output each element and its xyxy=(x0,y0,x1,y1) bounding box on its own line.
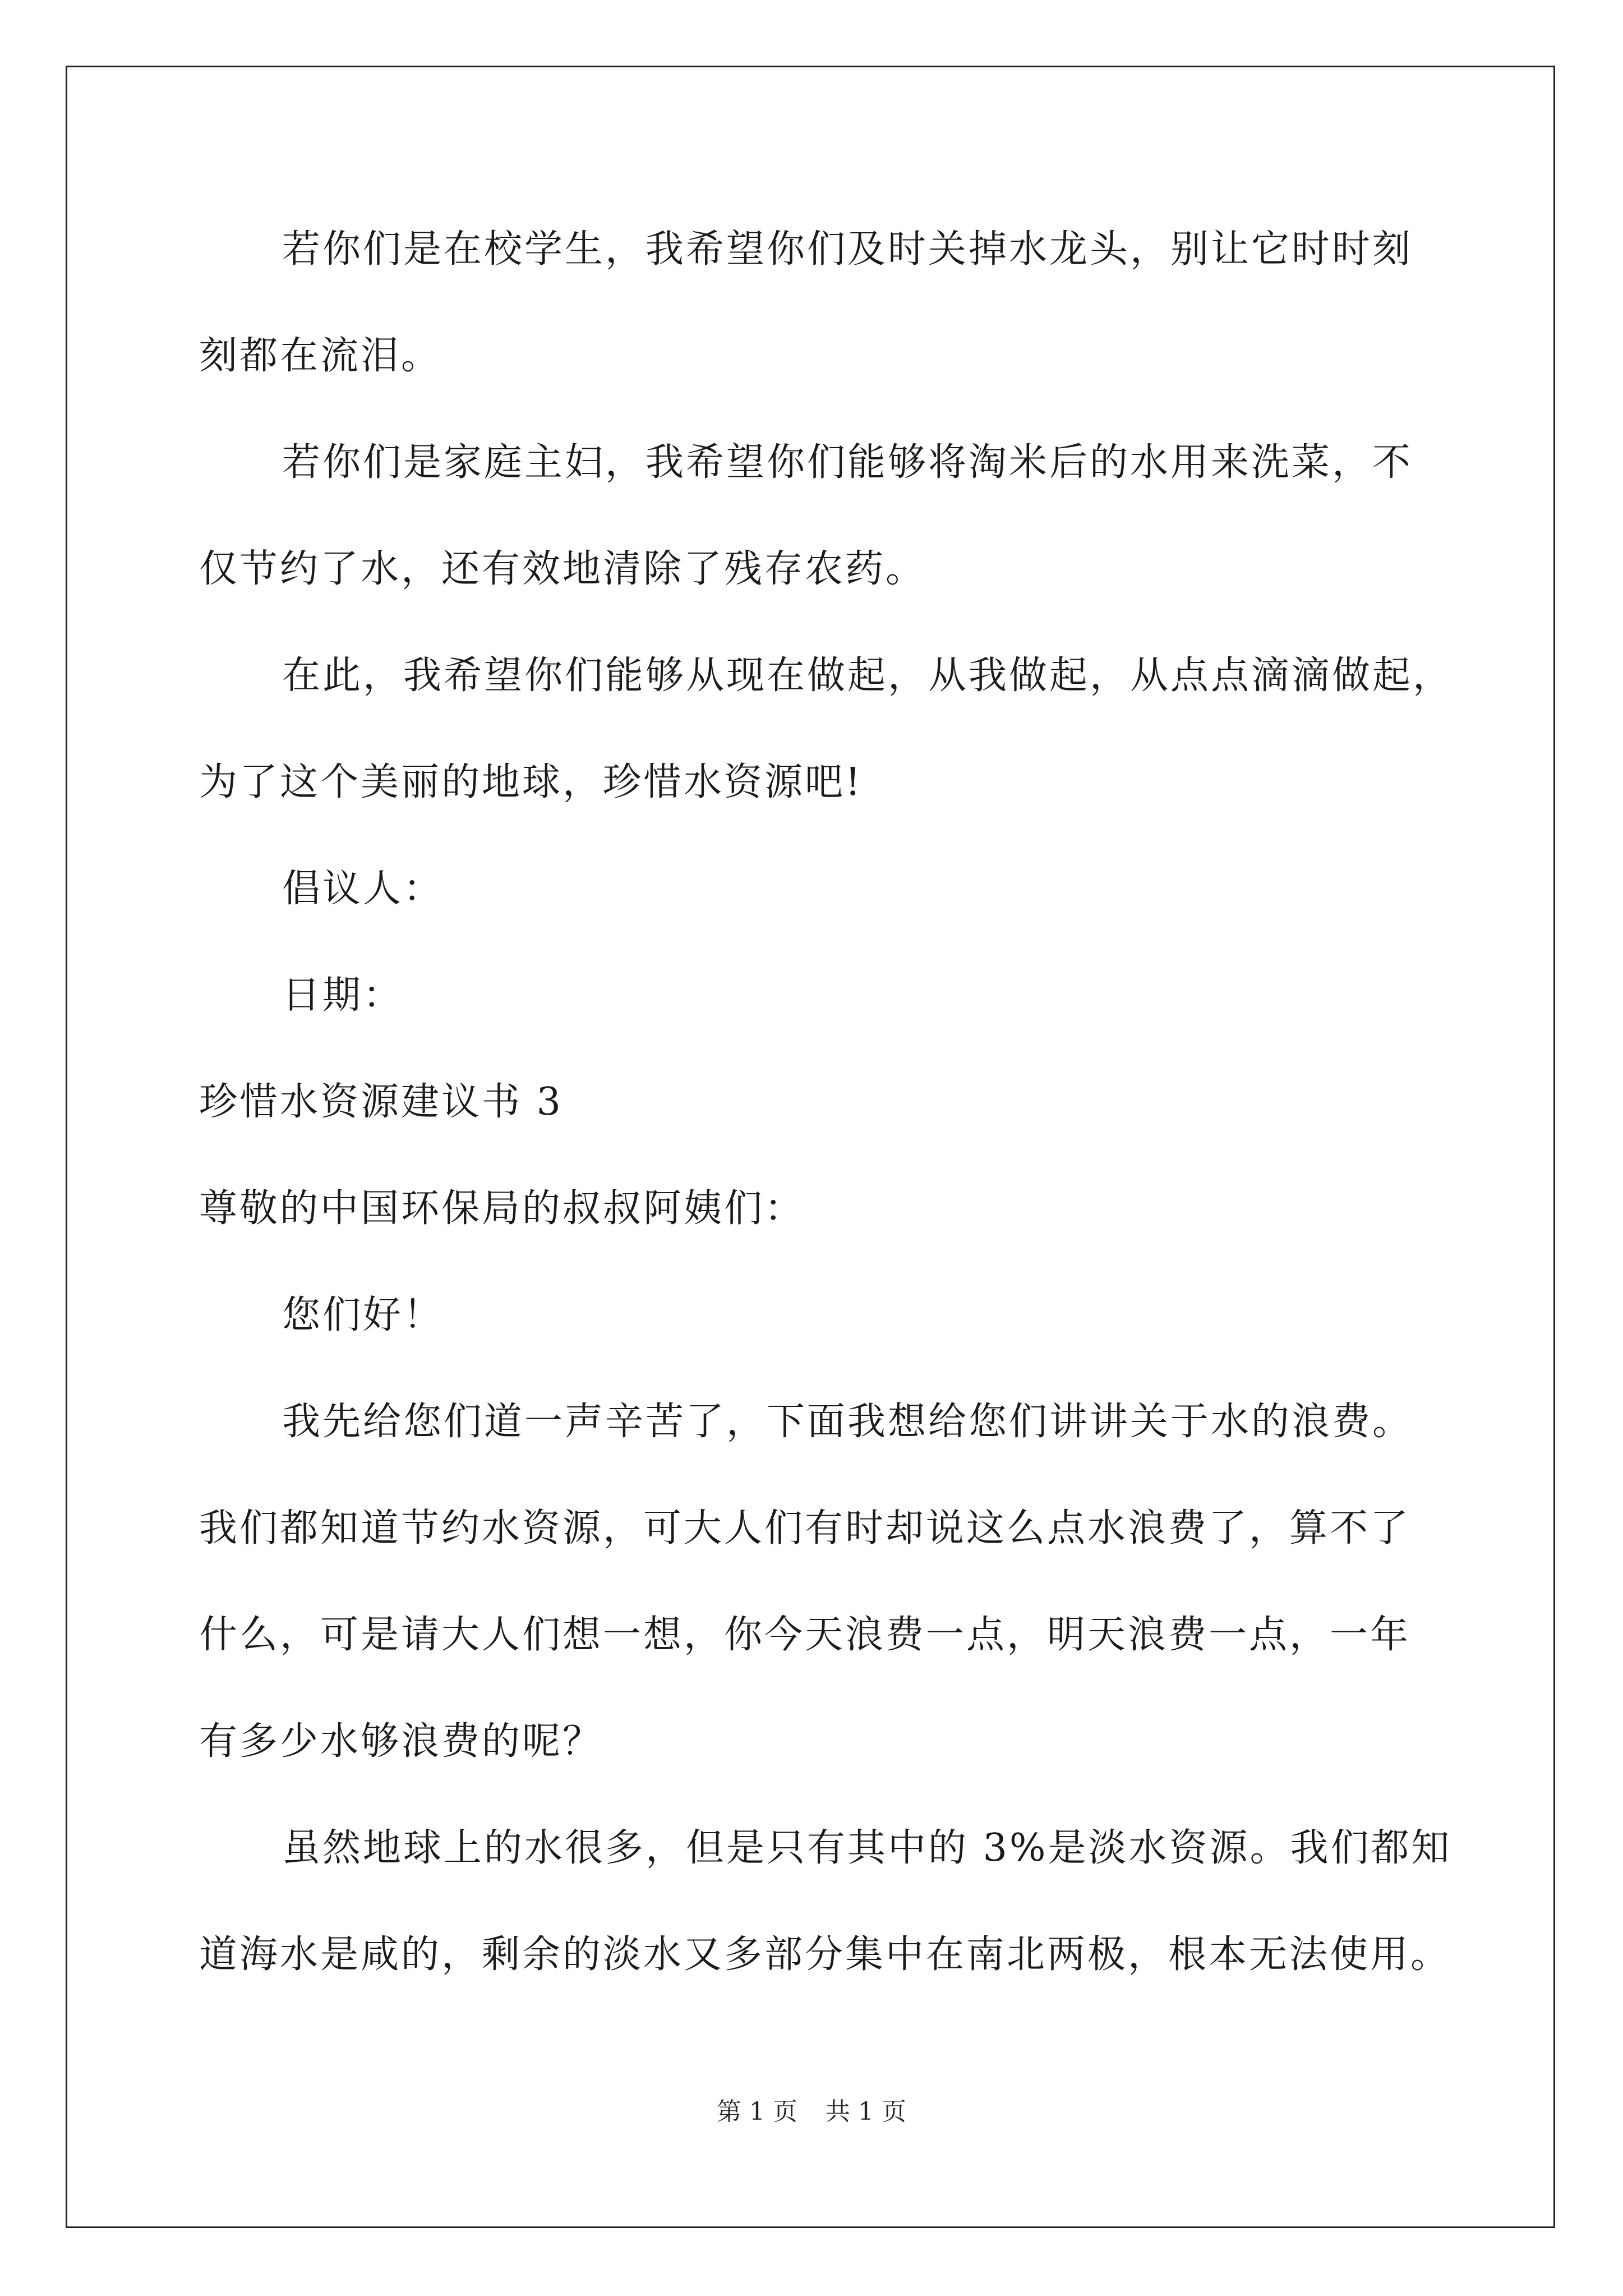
salutation: 尊敬的中国环保局的叔叔阿姨们： xyxy=(199,1186,805,1231)
signature-line: 倡议人： xyxy=(282,867,444,911)
text-line-5: 在此，我希望你们能够从现在做起，从我做起，从点点滴滴做起， xyxy=(282,654,1454,698)
text-line-1: 若你们是在校学生，我希望你们及时关掉水龙头，别让它时时刻 xyxy=(282,227,1413,272)
page-footer xyxy=(0,2091,1623,2127)
section-title: 珍惜水资源建议书 3 xyxy=(199,1080,563,1124)
date-line: 日期： xyxy=(282,973,404,1018)
text-line-13: 我们都知道节约水资源，可大人们有时却说这么点水浪费了，算不了 xyxy=(199,1506,1411,1550)
page-number-current: 第 1 页 xyxy=(717,2097,797,2126)
text-line-14: 什么，可是请大人们想一想，你今天浪费一点，明天浪费一点，一年 xyxy=(199,1613,1411,1657)
document-body xyxy=(199,196,1467,2008)
text-line-17: 道海水是咸的，剩余的淡水又多部分集中在南北两极，根本无法使用。 xyxy=(199,1932,1451,1977)
text-line-2: 刻都在流泪。 xyxy=(199,334,442,378)
greeting: 您们好！ xyxy=(282,1293,444,1337)
text-line-16: 虽然地球上的水很多，但是只有其中的 3%是淡水资源。我们都知 xyxy=(282,1826,1452,1870)
text-line-12: 我先给您们道一声辛苦了，下面我想给您们讲讲关于水的浪费。 xyxy=(282,1400,1413,1444)
page-number-total: 共 1 页 xyxy=(826,2097,906,2126)
text-line-3: 若你们是家庭主妇，我希望你们能够将淘米后的水用来洗菜，不 xyxy=(282,440,1413,485)
text-line-15: 有多少水够浪费的呢？ xyxy=(199,1719,603,1764)
text-line-4: 仅节约了水，还有效地清除了残存农药。 xyxy=(199,547,926,591)
text-line-6: 为了这个美丽的地球，珍惜水资源吧! xyxy=(199,760,863,804)
